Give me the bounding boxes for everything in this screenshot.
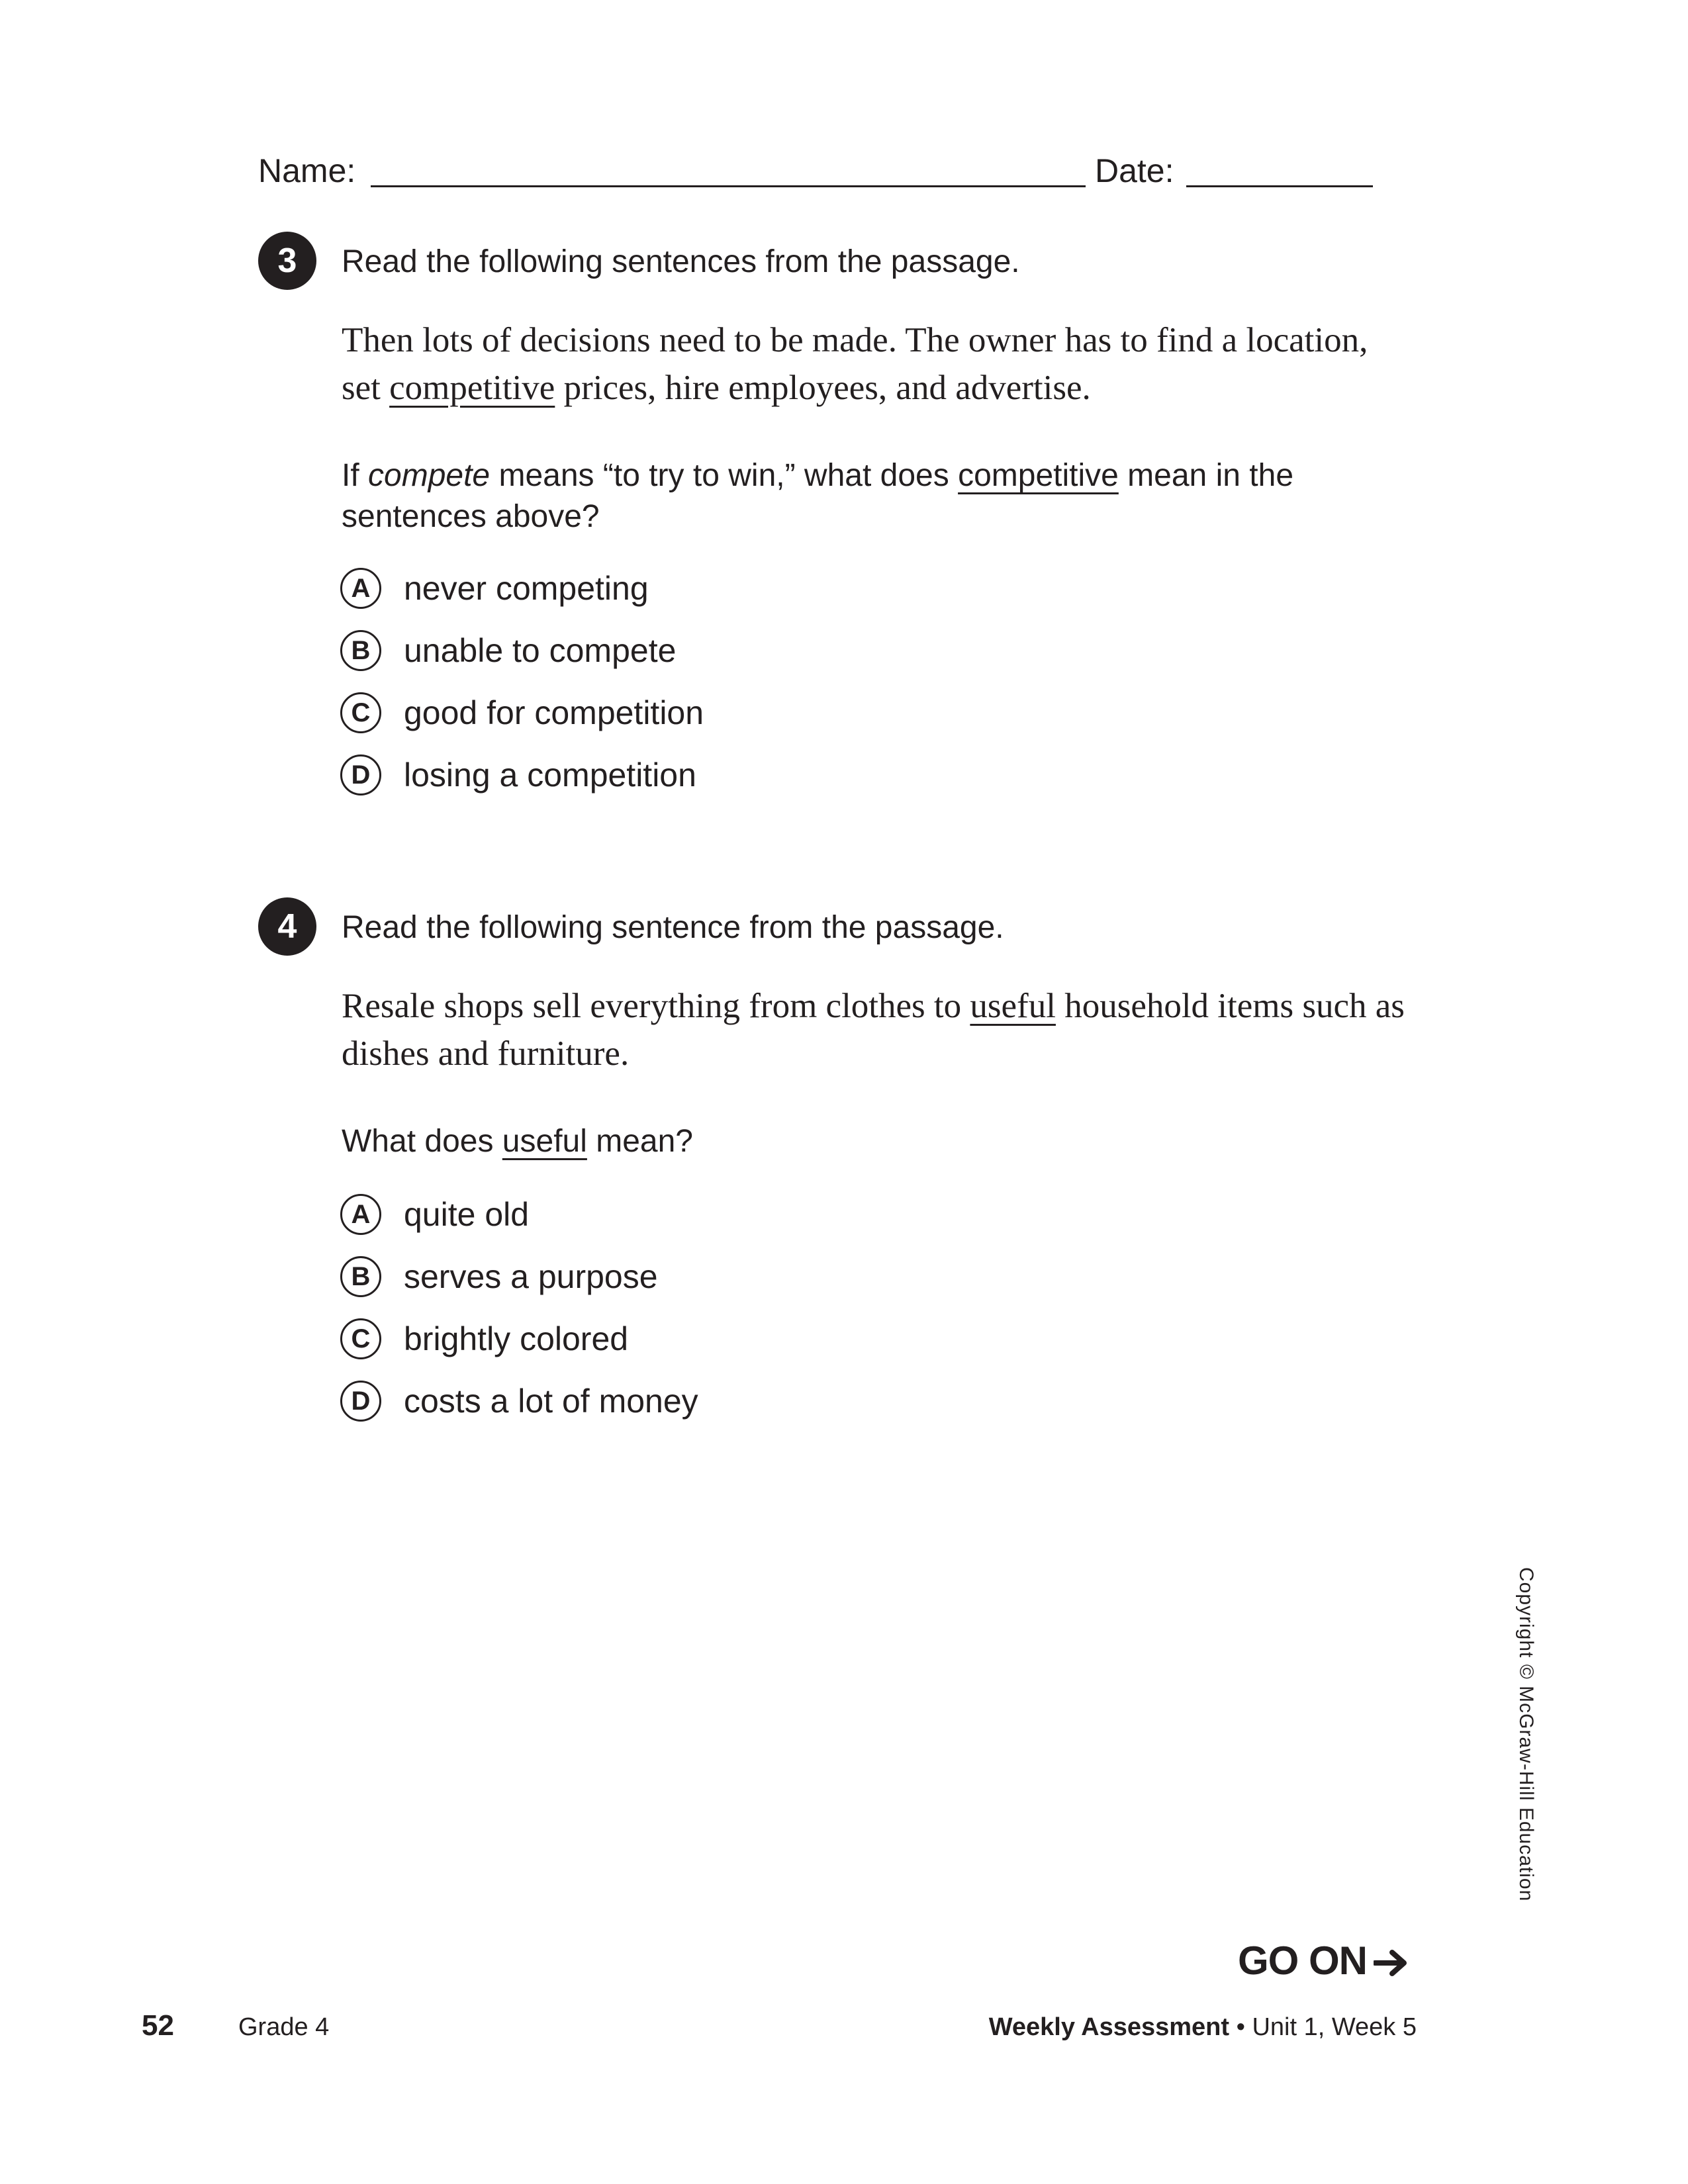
- answer-text: never competing: [404, 570, 649, 607]
- question-number-badge: 3: [258, 232, 316, 290]
- unit-week: Unit 1, Week 5: [1252, 2013, 1417, 2041]
- passage-text: household items such as dishes and furniture.: [342, 987, 1405, 1073]
- name-field[interactable]: [371, 185, 1086, 187]
- passage-text: Resale shops sell everything from clothes to: [342, 987, 970, 1025]
- go-on-label: GO ON: [1238, 1938, 1368, 1983]
- stem-text: mean in the sentences above?: [342, 458, 1294, 534]
- answer-bubble[interactable]: A: [340, 1194, 381, 1235]
- stem-text: If: [342, 458, 369, 493]
- name-label: Name:: [258, 152, 356, 189]
- answer-bubble[interactable]: C: [340, 692, 381, 733]
- question-stem: [342, 1121, 1414, 1162]
- grade-label: Grade 4: [238, 2013, 330, 2041]
- answer-text: brightly colored: [404, 1320, 629, 1357]
- separator: •: [1236, 2013, 1245, 2041]
- answer-option[interactable]: [340, 692, 704, 733]
- go-on-indicator: [1238, 1938, 1409, 1987]
- answer-text: serves a purpose: [404, 1258, 658, 1295]
- answer-bubble[interactable]: A: [340, 568, 381, 609]
- vocabulary-word: useful: [970, 987, 1056, 1025]
- question-prompt: Read the following sentences from the passage.: [342, 244, 1020, 279]
- answer-text: losing a competition: [404, 756, 696, 794]
- answer-bubble[interactable]: B: [340, 630, 381, 671]
- stem-text: mean?: [586, 1124, 693, 1159]
- passage-excerpt: [342, 316, 1414, 412]
- answer-text: quite old: [404, 1196, 530, 1233]
- answer-option[interactable]: [340, 568, 649, 609]
- stem-text: means “to try to win,” what does: [490, 458, 959, 493]
- vocabulary-word: competitive: [389, 369, 555, 407]
- answer-option[interactable]: [340, 1381, 698, 1422]
- answer-bubble[interactable]: C: [340, 1318, 381, 1359]
- answer-option[interactable]: [340, 630, 676, 671]
- question-number-badge: 4: [258, 897, 316, 956]
- copyright-notice: Copyright © McGraw-Hill Education: [1515, 1567, 1537, 1902]
- answer-option[interactable]: [340, 1318, 628, 1359]
- answer-bubble[interactable]: D: [340, 754, 381, 796]
- passage-text: prices, hire employees, and advertise.: [555, 369, 1091, 407]
- arrow-right-icon: [1374, 1941, 1409, 1987]
- answer-bubble[interactable]: B: [340, 1256, 381, 1297]
- date-label: Date:: [1095, 152, 1174, 189]
- assessment-info: [989, 2013, 1417, 2042]
- passage-excerpt: [342, 982, 1414, 1077]
- stem-underlined-word: useful: [502, 1124, 587, 1159]
- answer-text: unable to compete: [404, 632, 677, 669]
- answer-text: good for competition: [404, 694, 704, 731]
- answer-text: costs a lot of money: [404, 1383, 698, 1420]
- passage-text: Then lots of decisions need to be made. The owner has to find a location, set: [342, 321, 1368, 407]
- date-field[interactable]: [1186, 185, 1373, 187]
- answer-option[interactable]: [340, 1194, 529, 1235]
- question-stem: [342, 455, 1414, 537]
- stem-italic-word: compete: [368, 458, 491, 493]
- page-number: 52: [142, 2009, 174, 2042]
- answer-option[interactable]: [340, 754, 696, 796]
- question-prompt: Read the following sentence from the passage.: [342, 910, 1004, 945]
- stem-text: What does: [342, 1124, 502, 1159]
- assessment-title: Weekly Assessment: [988, 2013, 1230, 2041]
- answer-option[interactable]: [340, 1256, 658, 1297]
- answer-bubble[interactable]: D: [340, 1381, 381, 1422]
- stem-underlined-word: competitive: [958, 458, 1119, 493]
